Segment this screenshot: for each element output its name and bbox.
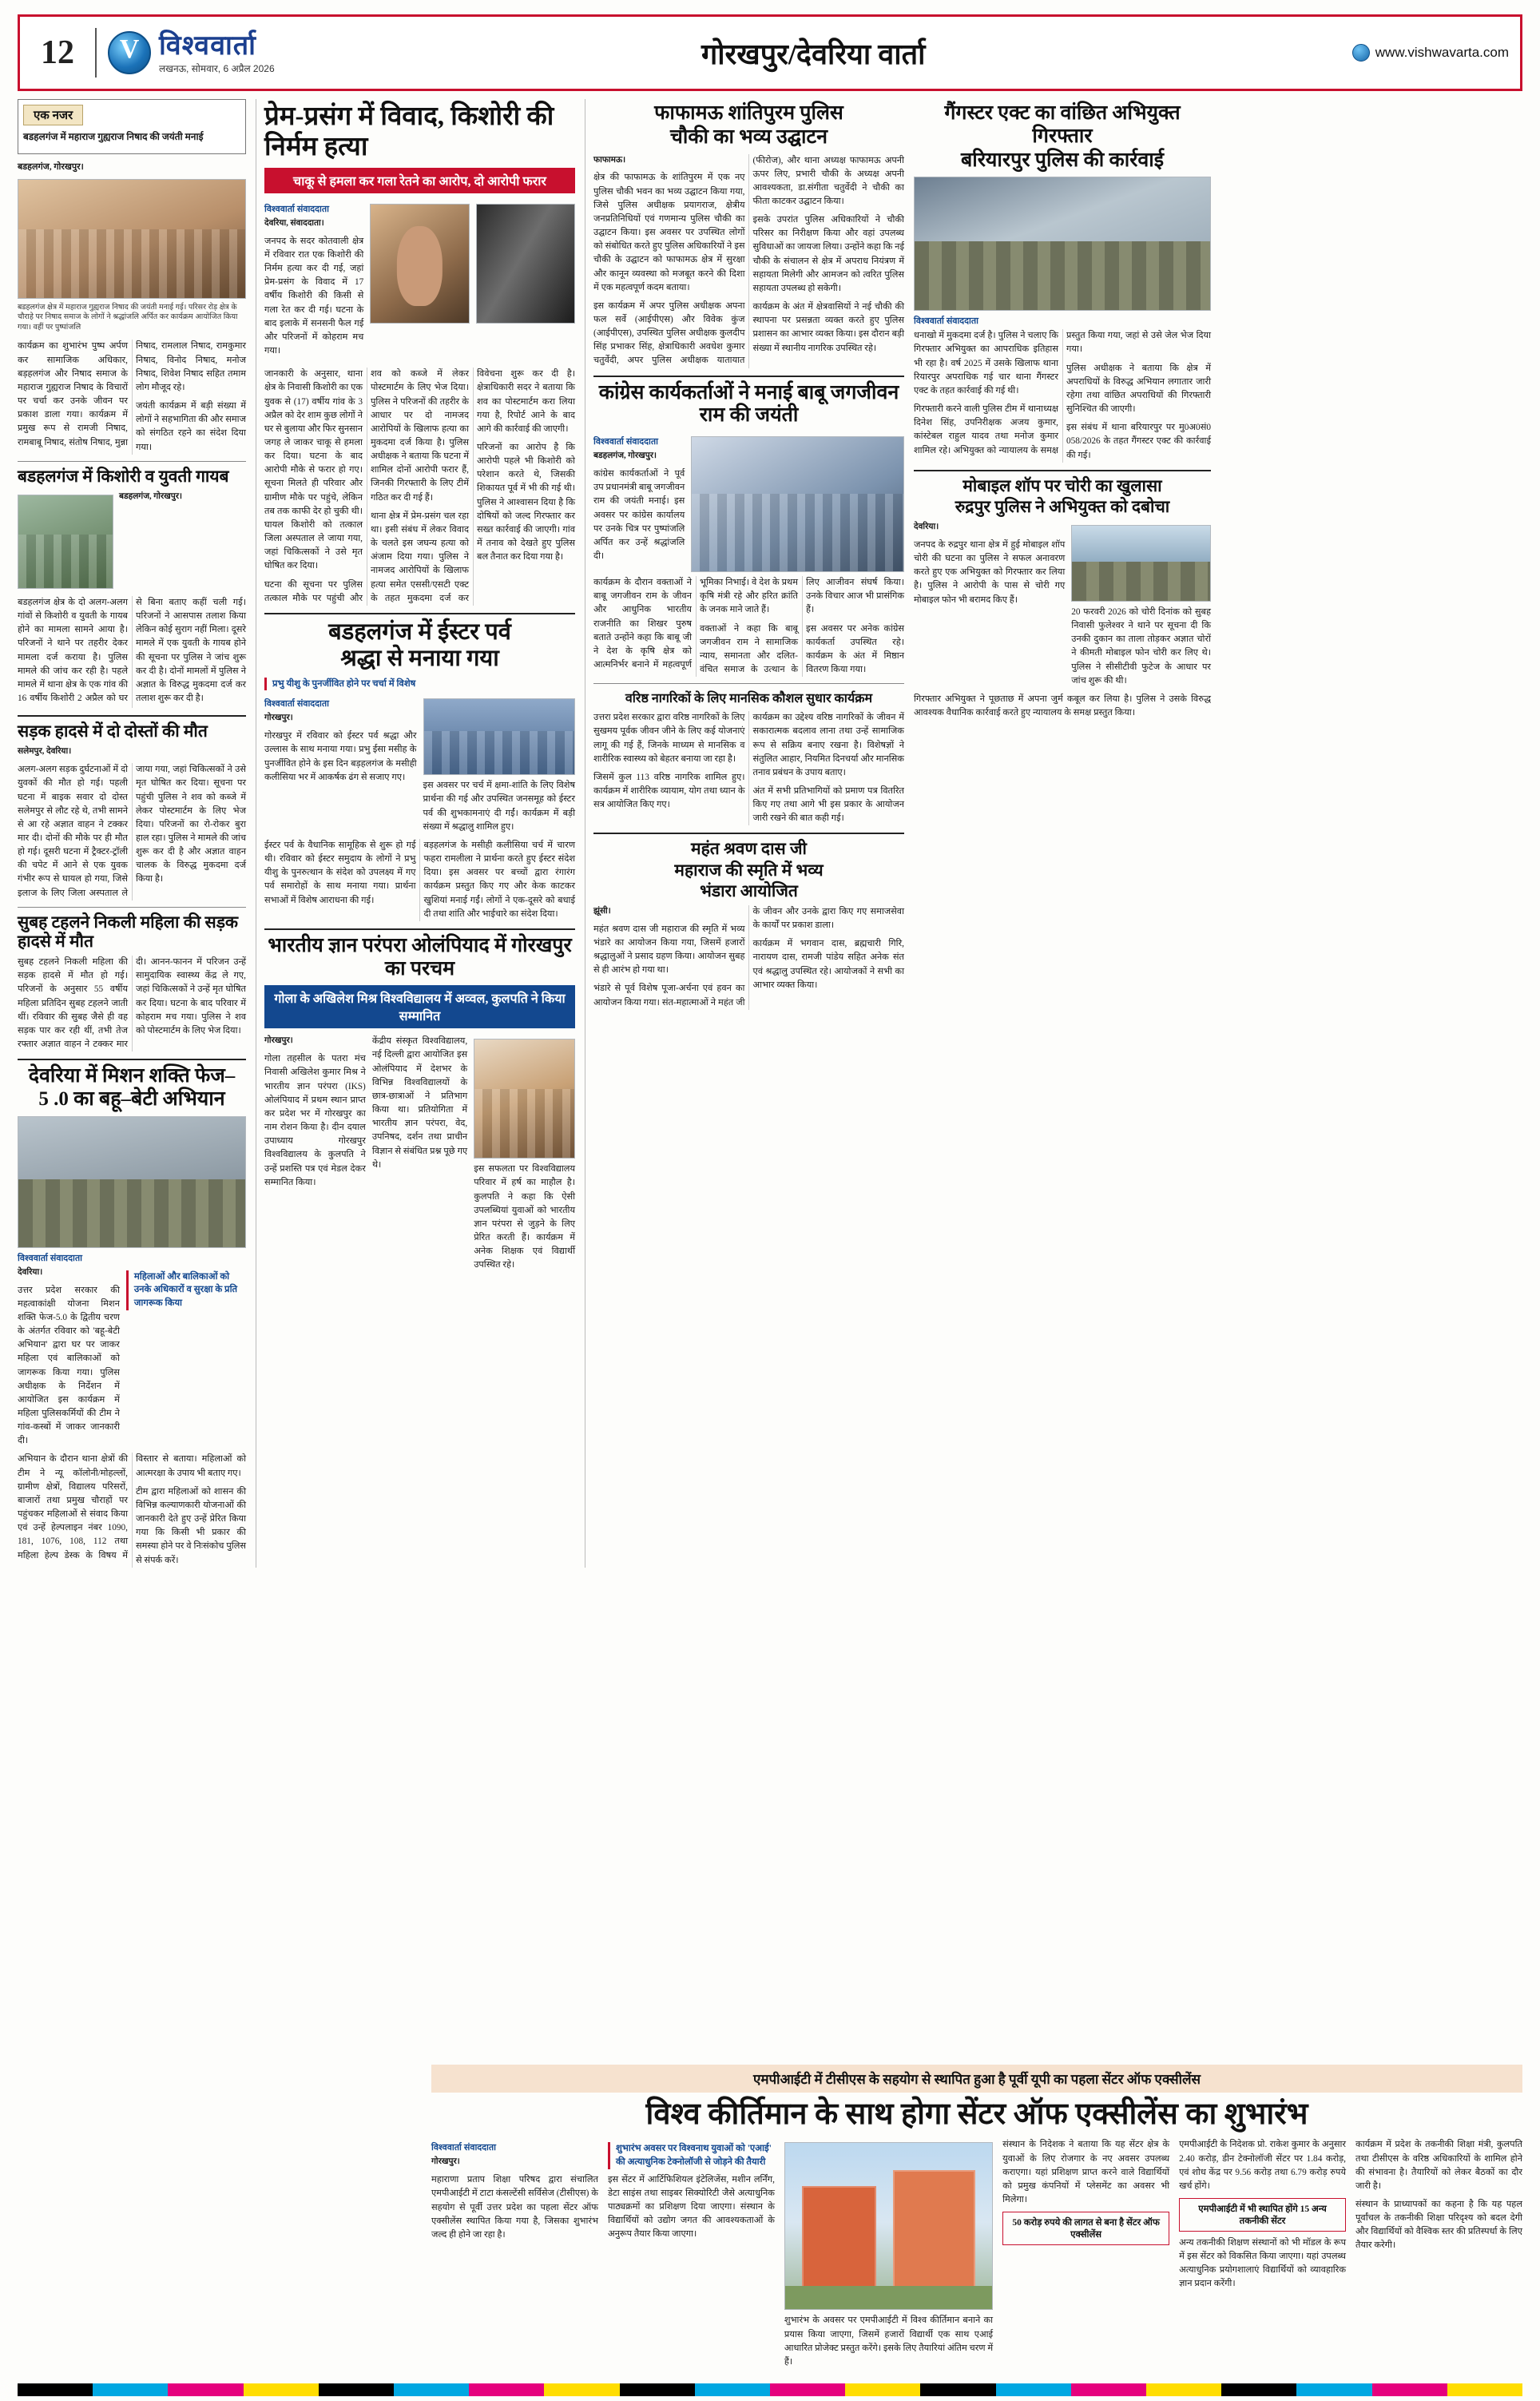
paragraph: टीम द्वारा महिलाओं को शासन की विभिन्न कल्याणकारी योजनाओं की जानकारी देते हुए उन्हें प्रेरित किया गया कि किसी भी प्रकार की समस्या होने पर वे निःसंकोच पुलिस से संपर्क करें।	[136, 1486, 246, 1565]
subheadline: गोला के अखिलेश मिश्र विश्वविद्यालय में अव्वल, कुलपति ने किया सम्मानित	[264, 985, 575, 1028]
paragraph: इस सफलता पर विश्वविद्यालय परिवार में हर्ष का माहौल है। कुलपति ने कहा कि ऐसी उपलब्धियां युवाओं को भारतीय ज्ञान परंपरा से जुड़ने के लिए प्रेरित करती हैं। कार्यक्रम में अनेक शिक्षक एवं विद्यार्थी उपस्थित रहे।	[474, 1164, 576, 1270]
column-2	[256, 99, 575, 1568]
dateline: गोरखपुर।	[431, 2157, 460, 2167]
paragraph: गोला तहसील के पतरा मंच निवासी अखिलेश कुमार मिश्र ने भारतीय ज्ञान परंपरा (IKS) ओलंपियाद में प्रथम स्थान प्राप्त कर प्रदेश भर में गोरखपुर का नाम रोशन किया है। दीन दयाल उपाध्याय गोरखपुर विश्वविद्यालय के कुलपति ने उन्हें प्रशस्ति पत्र एवं मेडल देकर सम्मानित किया।	[264, 1054, 366, 1187]
article-mahila-maut	[18, 912, 246, 1051]
headline: कांग्रेस कार्यकर्ताओं ने मनाई बाबू जगजीवन राम की जयंती	[598, 381, 899, 427]
article-photo	[423, 698, 576, 775]
paragraph: संस्थान के निदेशक ने बताया कि यह सेंटर क्षेत्र के युवाओं के लिए रोजगार के नए अवसर उपलब्ध कराएगा। यहां प्रशिक्षण प्राप्त करने वाले विद्यार्थियों को प्रमुख कंपनियों में प्लेसमेंट का अवसर भी मिलेगा।	[1002, 2140, 1170, 2204]
paragraph: कार्यक्रम के अंत में क्षेत्रवासियों ने नई चौकी की स्थापना पर प्रसन्नता व्यक्त करते हुए पुलिस प्रशासन का आभार व्यक्त किया। इस दौरान बड़ी संख्या में स्थानीय नागरिक उपस्थित रहे।	[752, 302, 904, 353]
paragraph: इसके उपरांत पुलिस अधिकारियों ने चौकी परिसर का निरीक्षण किया और वहां उपलब्ध सुविधाओं का जायजा लिया। उन्होंने कहा कि नई चौकी के संचालन से क्षेत्र में अपराध नियंत्रण में सहायता मिलेगी और आमजन को त्वरित पुलिस सहायता उपलब्ध हो सकेगी।	[752, 215, 904, 293]
headline-line-1: बडहलगंज में ईस्टर पर्व	[328, 618, 511, 645]
headline-line-2: 5 .0 का बहू–बेटी अभियान	[38, 1087, 225, 1110]
paragraph: गिरफ्तारी करने वाली पुलिस टीम में थानाध्यक्ष दिनेश सिंह, उपनिरीक्षक अजय कुमार, कांस्टेबल राहुल यादव तथा मनोज कुमार शामिल रहे। अभियुक्त को न्यायालय के समक्ष प्रस्तुत किया गया, जहां से उसे जेल भेज दिया गया।	[914, 331, 1211, 455]
dateline: गोरखपुर।	[264, 714, 293, 723]
headline-line-2: महाराज की स्मृति में भव्य	[674, 860, 824, 880]
paragraph: कार्यक्रम के दौरान वक्ताओं ने बाबू जगजीवन राम के जीवन और आधुनिक भारतीय राजनीति का शिखर पुरुष बताते उन्होंने कहा कि बाबू जी ने देश के कृषि क्षेत्र को आत्मनिर्भर बनाने में महत्वपूर्ण भूमिका निभाई। वे देश के प्रथम कृषि मंत्री रहे और हरित क्रांति के जनक माने जाते हैं।	[593, 578, 798, 670]
headline-line-1: देवरिया में मिशन शक्ति फेज–	[28, 1065, 236, 1087]
dateline: फाफामऊ।	[593, 155, 626, 165]
paragraph: गिरफ्तार अभियुक्त ने पूछताछ में अपना जुर्म कबूल कर लिया है। पुलिस ने उसके विरुद्ध आवश्यक वैधानिक कार्रवाई करते हुए न्यायालय के समक्ष प्रस्तुत किया।	[914, 694, 1211, 718]
headline-line-1: गैंगस्टर एक्ट का वांछित अभियुक्त गिरफ्तार	[944, 102, 1181, 147]
article-mission-shakti	[18, 1065, 246, 1568]
headline: प्रेम-प्रसंग में विवाद, किशोरी की निर्मम हत्या	[264, 102, 554, 161]
paragraph: उत्तरा प्रदेश सरकार द्वारा वरिष्ठ नागरिकों के लिए सुखमय पूर्वक जीवन जीने के लिए कई योजनाएं लागू की गई हैं, जिनके माध्यम से मानसिक व शारीरिक स्वास्थ्य को बेहतर बनाया जा रहा है।	[593, 713, 745, 764]
headline-line-2: श्रद्धा से मनाया गया	[340, 646, 499, 672]
article-guhyaraj-jayanti	[18, 161, 246, 455]
article-photo	[1071, 525, 1211, 602]
paragraph: शुभारंभ के अवसर पर एमपीआईटी में विश्व कीर्तिमान बनाने का प्रयास किया जाएगा, जिसमें हजारों विद्यार्थी एक साथ एआई आधारित प्रोजेक्ट प्रस्तुत करेंगे। इसके लिए तैयारियां अंतिम चरण में हैं।	[784, 2316, 994, 2367]
paragraph: अन्य तकनीकी शिक्षण संस्थानों को भी मॉडल के रूप में इस सेंटर को विकसित किया जाएगा। यहां उपलब्ध अत्याधुनिक प्रयोगशालाएं विद्यार्थियों को व्यावहारिक ज्ञान प्रदान करेंगी।	[1179, 2238, 1347, 2289]
paragraph: अभियान के दौरान थाना क्षेत्रों की टीम ने न्यू कॉलोनी/मोहल्लों, ग्रामीण क्षेत्रों, विद्यालय परिसरों, बाजारों तथा प्रमुख चौराहों पर पहुंचकर महिलाओं से संवाद किया एवं उन्हें हेल्पलाइन नंबर 1090, 181, 1076, 108, 112 तथा महिला हेल्प डेस्क के विषय में विस्तार से बताया। महिलाओं को आत्मरक्षा के उपाय भी बताए गए।	[18, 1454, 246, 1560]
paragraph: इस अवसर पर चर्च में क्षमा-शांति के लिए विशेष प्रार्थना की गई और उपस्थित जनसमूह को ईस्टर पर्व की शुभकामनाएं दी गईं। कार्यक्रम में बड़ी संख्या में श्रद्धालु शामिल हुए।	[423, 781, 575, 832]
paragraph: कांग्रेस कार्यकर्ताओं ने पूर्व उप प्रधानमंत्री बाबू जगजीवन राम की जयंती मनाई। इस अवसर पर कांग्रेस कार्यालय पर उनके चित्र पर पुष्पांजलि अर्पित कर उन्हें श्रद्धांजलि दी।	[593, 469, 685, 562]
pull-quote: शुभारंभ अवसर पर विश्वनाथ युवाओं को 'एआई' की अत्याधुनिक टेक्नोलॉजी से जोड़ने की तैयारी	[608, 2142, 775, 2168]
article-photo	[18, 1116, 246, 1248]
article-senior-citizen-program	[593, 689, 904, 825]
ek-nazar-tag: एक नजर	[23, 105, 83, 125]
paragraph: गोरखपुर में रविवार को ईस्टर पर्व श्रद्धा और उल्लास के साथ मनाया गया। प्रभु ईसा मसीह के पुनर्जीवित होने के इस दिन बड़हलगंज के मसीही कलीसिया भर में आकर्षक ढंग से सजाए गए।	[264, 731, 417, 782]
registration-color-bar	[18, 2383, 1522, 2396]
article-gyan-parampara	[264, 935, 575, 1278]
dateline: झूंसी।	[593, 906, 611, 916]
headline: सड़क हादसे में दो दोस्तों की मौत	[18, 721, 208, 741]
award-photo	[474, 1039, 575, 1159]
subheadline: चाकू से हमला कर गला रेतने का आरोप, दो आरोपी फरार	[264, 168, 575, 193]
byline: विश्ववार्ता संवाददाता	[431, 2143, 496, 2153]
byline: विश्ववार्ता संवाददाता	[264, 204, 329, 214]
paragraph: 20 फरवरी 2026 को चोरी दिनांक को सुबह निवासी फुलेश्वर ने थाने पर सूचना दी कि उनकी दुकान का ताला तोड़कर अज्ञात चोरों ने कीमती मोबाइल फोन चोरी कर लिए थे। पुलिस ने सीसीटीवी फुटेज के आधार पर जांच शुरू की थी।	[1071, 606, 1211, 686]
pull-quote: महिलाओं और बालिकाओं को उनके अधिकारों व सुरक्षा के प्रति जागरूक किया	[126, 1270, 246, 1310]
dateline: देवरिया।	[18, 1267, 43, 1277]
paragraph: कार्यक्रम का शुभारंभ पुष्प अर्पण कर सामाजिक अधिकार, बड़हलगंज और निषाद समाज के महाराज गुह्यराज निषाद के विचारों पर चर्चा कर उनके जीवन पर प्रकाश डाला गया। कार्यक्रम में प्रमुख रूप से रामजी निषाद, रामबाबू निषाद, संतोष निषाद, मुन्ना निषाद, रामलाल निषाद, रामकुमार निषाद, विनोद निषाद, मनोज निषाद, शिवेश निषाद सहित तमाम लोग मौजूद रहे।	[18, 341, 246, 447]
headline: सुबह टहलने निकली महिला की सड़क हादसे में मौत	[18, 912, 239, 951]
article-photo	[691, 436, 904, 572]
dateline: बडहलगंज, गोरखपुर।	[593, 451, 657, 461]
dateline: सलेमपुर, देवरिया।	[18, 747, 72, 757]
headline-line-2: रुद्रपुर पुलिस ने अभियुक्त को दबोचा	[955, 496, 1170, 516]
ek-nazar-text: बडहलगंज में महाराज गुह्यराज निषाद की जयंती मनाई	[23, 131, 204, 142]
headline-line-3: भंडारा आयोजित	[700, 880, 798, 900]
masthead	[18, 14, 1522, 91]
paragraph: अलग-अलग सड़क दुर्घटनाओं में दो युवकों की मौत हो गई। पहली घटना में बाइक सवार दो दोस्त सलेमपुर से लौट रहे थे, तभी सामने से आ रहे अज्ञात वाहन ने टक्कर मार दी। दोनों की मौके पर ही मौत हो गई। दूसरी घटना में ट्रैक्टर-ट्रॉली की चपेट में आने से एक युवक गंभीर रूप से घायल हो गया, जिसे इलाज के लिए जिला अस्पताल ले जाया गया, जहां चिकित्सकों ने उसे मृत घोषित कर दिया। सूचना पर पहुंची पुलिस ने शव को कब्जे में लेकर पोस्टमार्टम के लिए भेज दिया। परिजनों का रो-रोकर बुरा हाल रहा। पुलिस ने मामले की जांच शुरू कर दी है और अज्ञात वाहन चालक के विरुद्ध मुकदमा दर्ज किया है।	[18, 765, 246, 898]
byline: विश्ववार्ता संवाददाता	[593, 437, 658, 447]
headline-line-1: फाफामऊ शांतिपुरम पुलिस	[654, 102, 843, 124]
globe-icon	[1352, 44, 1370, 62]
paragraph: घटना की सूचना पर पुलिस तत्काल मौके पर पहुंची और शव को कब्जे में लेकर पोस्टमार्टम के लिए भेज दिया। पुलिस ने परिजनों की तहरीर के आधार पर दो नामजद आरोपियों के खिलाफ हत्या का मुकदमा दर्ज किया है। पुलिस अधीक्षक ने बताया कि घटना में शामिल दोनों आरोपी फरार हैं, जिनकी गिरफ्तारी के लिए टीमें गठित कर दी गई हैं।	[264, 369, 469, 603]
brand-title: विश्ववार्ता	[159, 30, 256, 61]
feature-box-1: 50 करोड़ रुपये की लागत से बना है सेंटर ऑफ एक्सीलेंस	[1002, 2212, 1169, 2245]
website-link[interactable]	[1352, 44, 1509, 62]
brand-logo	[108, 31, 275, 74]
paragraph: इस कार्यक्रम में अपर पुलिस अधीक्षक अपना फल सर्वे (आईपीएस) और विवेक कुंज (आईपीएस), उपस्थित पुलिस अधीक्षक कुलदीप सिंह प्रभाकर सिंह, क्षेत्राधिकारी अवधेश कुमार चतुर्वेदी, अपर पुलिस अधीक्षक यातायात (फीरोज), और थाना अध्यक्ष फाफामऊ अपनी ऊपर लिए, प्रभारी चौकी के अध्यक्ष अपनी आवश्यकता, डा.संगीता चतुर्वेदी ने चौकी का फीता काटकर उद्घाटन किया।	[593, 155, 904, 366]
headline-line-1: महंत श्रवण दास जी	[691, 839, 807, 859]
article-gangster-act	[914, 102, 1211, 463]
paragraph: धनाखो में मुकदमा दर्ज है। पुलिस ने चलाए कि गिरफ्तार अभियुक्त का आपराधिक इतिहास भी रहा है। वर्ष 2025 में उसके खिलाफ थाना रियारपुर अपराधिक गई चार थाना गैंगस्टर एक्ट के तहत कार्रवाई की गई थी।	[914, 331, 1058, 396]
paragraph: जनपद के रुद्रपुर थाना क्षेत्र में हुई मोबाइल शॉप चोरी की घटना का पुलिस ने सफल अनावरण करते हुए एक अभियुक्त को गिरफ्तार कर लिया है। पुलिस ने आरोपी के पास से चोरी गए मोबाइल फोन भी बरामद किए हैं।	[914, 539, 1066, 605]
page-number: 12	[41, 34, 74, 71]
page-content	[18, 99, 1522, 1568]
article-police-chowki	[593, 102, 904, 368]
paragraph: भंडारे से पूर्व विशेष पूजा-अर्चना एवं हवन का आयोजन किया गया। संत-महात्माओं ने महंत जी के जीवन और उनके द्वारा किए गए समाजसेवा के कार्यों पर प्रकाश डाला।	[593, 906, 904, 1008]
headline: भारतीय ज्ञान परंपरा ओलंपियाद में गोरखपुर का परचम	[268, 934, 572, 980]
article-prem-prasang-hatya	[264, 102, 575, 606]
article-photo	[18, 179, 246, 299]
feature-title: विश्व कीर्तिमान के साथ होगा सेंटर ऑफ एक्सीलेंस का शुभारंभ	[645, 2097, 1308, 2131]
paragraph: जनपद के सदर कोतवाली क्षेत्र में रविवार रात एक किशोरी की निर्मम हत्या कर दी गई, जहां प्रेम-प्रसंग के विवाद में 17 वर्षीय किशोरी की किसी से गला रेत कर दी गई। घटना के बाद इलाके में सनसनी फैल गई और परिजनों में कोहराम मच गया।	[264, 236, 364, 356]
dateline: देवरिया, संवाददाता।	[264, 218, 324, 228]
paragraph: इस अवसर पर अनेक कांग्रेस कार्यकर्ता उपस्थित रहे। कार्यक्रम के अंत में मिष्ठान वितरण किया गया।	[806, 623, 904, 675]
feature-box-2: एमपीआईटी में भी स्थापित होंगे 15 अन्य तकनीकी सेंटर	[1179, 2198, 1346, 2232]
paragraph: ईस्टर पर्व के वैधानिक सामूहिक से शुरू हो गई थी। रविवार को ईस्टर समुदाय के लोगों ने प्रभु यीशु के पुनरुत्थान के संदेश को उपलक्ष्य में गए पर्व समारोहों के साथ मनाया गया। प्रार्थना सभाओं में विशेष आराधना की गई।	[264, 840, 416, 905]
website-url: www.vishwavarta.com	[1375, 45, 1509, 60]
byline: विश्ववार्ता संवाददाता	[914, 316, 978, 327]
byline: विश्ववार्ता संवाददाता	[18, 1253, 82, 1263]
article-kishori-gayab	[18, 467, 246, 708]
paragraph: परिजनों का आरोप है कि आरोपी पहले भी किशोरी को परेशान करते थे, जिसकी शिकायत पूर्व में भी की गई थी। पुलिस ने आश्वासन दिया है कि दोषियों को जल्द गिरफ्तार कर सख्त कार्रवाई की जाएगी। गांव में तनाव को देखते हुए पुलिस बल तैनात कर दिया गया है।	[477, 443, 575, 562]
paragraph: सुबह टहलने निकली महिला की सड़क हादसे में मौत हो गई। परिजनों के अनुसार 55 वर्षीय महिला प्रतिदिन सुबह टहलने जाती थीं। रविवार की सुबह जैसे ही वह सड़क पार कर रही थीं, तभी तेज रफ्तार अज्ञात वाहन ने टक्कर मार दी। आनन-फानन में परिजन उन्हें सामुदायिक स्वास्थ्य केंद्र ले गए, जहां चिकित्सकों ने उन्हें मृत घोषित कर दिया। घटना के बाद परिवार में कोहराम मच गया। पुलिस ने शव को पोस्टमार्टम के लिए भेज दिया।	[18, 957, 246, 1049]
headline-line-2: चौकी का भव्य उद्घाटन	[669, 125, 828, 148]
building-photo	[784, 2142, 993, 2310]
dateline: बडहलगंज, गोरखपुर।	[119, 491, 183, 501]
byline: विश्ववार्ता संवाददाता	[264, 699, 329, 710]
edition-title: गोरखपुर/देवरिया वार्ता	[701, 38, 926, 70]
brand-subtitle: लखनऊ, सोमवार, 6 अप्रैल 2026	[159, 62, 275, 74]
paragraph: बडहलगंज क्षेत्र के दो अलग-अलग गांवों से किशोरी व युवती के गायब होने का मामला सामने आया है। परिजनों ने थाने पर तहरीर देकर मामला दर्ज कराया है। पुलिस मामले की जांच कर रही है। पहले मामले में थाना क्षेत्र के एक गांव की 16 वर्षीय किशोरी 2 अप्रैल को घर से बिना बताए कहीं चली गई। परिजनों ने आसपास तलाश किया लेकिन कोई सुराग नहीं मिला। दूसरे मामले में एक युवती के गायब होने की सूचना पर पुलिस ने जांच शुरू कर दी है। दोनों मामलों में पुलिस ने अज्ञात के विरुद्ध मुकदमा दर्ज कर तलाश शुरू कर दी है।	[18, 597, 246, 703]
article-bhandara	[593, 839, 904, 1009]
feature-article	[431, 2065, 1522, 2374]
paragraph: महंत श्रवण दास जी महाराज की स्मृति में भव्य भंडारे का आयोजन किया गया, जिसमें हजारों श्रद्धालुओं ने प्रसाद ग्रहण किया। आयोजन सुबह से ही आरंभ हो गया था।	[593, 924, 745, 976]
paragraph: कार्यक्रम में प्रदेश के तकनीकी शिक्षा मंत्री, कुलपति तथा टीसीएस के वरिष्ठ अधिकारियों के शामिल होने की संभावना है। तैयारियों को लेकर बैठकों का दौर जारी है।	[1355, 2140, 1522, 2191]
paragraph: पुलिस अधीक्षक ने बताया कि क्षेत्र में अपराधियों के विरुद्ध अभियान लगातार जारी रहेगा तथा वांछित अपराधियों की गिरफ्तारी सुनिश्चित की जाएगी।	[1066, 363, 1211, 415]
column-3	[585, 99, 904, 1568]
paragraph: कार्यक्रम में भगवान दास, ब्रह्मचारी गिरि, नारायण दास, रामजी पांडेय सहित अनेक संत एवं श्रद्धालु उपस्थित रहे। आयोजकों ने सभी का आभार व्यक्त किया।	[752, 939, 904, 990]
paragraph: कार्यक्रम का उद्देश्य वरिष्ठ नागरिकों के जीवन में सकारात्मक बदलाव लाना तथा उन्हें सामाजिक रूप से सक्रिय बनाए रखना है। विशेषज्ञों ने संतुलित आहार, नियमित दिनचर्या और मानसिक तनाव प्रबंधन के उपाय बताए।	[752, 713, 904, 777]
paragraph: बड़हलगंज के मसीही कलीसिया चर्च में चारण फहरा रामलीला ने प्रार्थना करते हुए ईस्टर संदेश दिया। इस अवसर पर बच्चों द्वारा रंगारंग कार्यक्रम प्रस्तुत किए गए और केक काटकर खुशियां मनाई गईं। लोगों ने एक-दूसरे को बधाई दी तथा शांति और भाईचारे का संदेश दिया।	[423, 840, 575, 919]
column-4	[914, 99, 1211, 1568]
victim-photo	[370, 204, 469, 324]
paragraph: जानकारी के अनुसार, थाना क्षेत्र के निवासी किशोरी का एक युवक से (17) वर्षीय गांव के 3 अप्रैल को देर शाम कुछ लोगों ने घर से बुलाया और फिर सुनसान जगह ले जाकर चाकू से हमला कर दिया। घटना के बाद आरोपी मौके से फरार हो गए। सूचना मिलते ही परिवार और ग्रामीण मौके पर पहुंचे, लेकिन तब तक काफी देर हो चुकी थी। घायल किशोरी को तत्काल जिला अस्पताल ले जाया गया, जहां चिकित्सकों ने उसे मृत घोषित कर दिया।	[264, 369, 363, 571]
headline-line-2: बरियारपुर पुलिस की कार्रवाई	[960, 149, 1165, 171]
photo-caption: बडहलगंज क्षेत्र में महाराज गुह्यराज निषाद की जयंती मनाई गई। परिसर रोड़ क्षेत्र के चौराहे पर निषाद समाज के लोगों ने श्रद्धांजलि अर्पित कर कार्यक्रम आयोजित किया गया। वहीं पर पुष्पांजलि	[18, 302, 238, 332]
knife-photo	[476, 204, 575, 324]
article-photo	[18, 495, 113, 589]
arrest-photo	[914, 177, 1211, 311]
paragraph: थाना क्षेत्र में प्रेम-प्रसंग चल रहा था। इसी संबंध में लेकर विवाद के चलते इस जघन्य हत्या को अंजाम दिया गया। पुलिस ने नामजद आरोपियों के खिलाफ हत्या समेत एससी/एसटी एक्ट के तहत मुकदमा दर्ज कर विवेचना शुरू कर दी है। क्षेत्राधिकारी सदर ने बताया कि शव का पोस्टमार्टम करा लिया गया है, रिपोर्ट आने के बाद आगे की कार्रवाई की जाएगी।	[371, 369, 575, 603]
headline-line-1: मोबाइल शॉप पर चोरी का खुलासा	[963, 475, 1162, 495]
article-jagjivan-ram-jayanti	[593, 382, 904, 678]
paragraph: इस संबंध में थाना बरियारपुर पर मु0अ0सं0 058/2026 के तहत गैंगस्टर एक्ट की कार्रवाई की गई।	[1066, 423, 1211, 460]
paragraph: इस सेंटर में आर्टिफिशियल इंटेलिजेंस, मशीन लर्निंग, डेटा साइंस तथा साइबर सिक्योरिटी जैसे अत्याधुनिक पाठ्यक्रमों का प्रशिक्षण दिया जाएगा। संस्थान के विद्यार्थियों को उद्योग जगत की आवश्यकताओं के अनुरूप तैयार किया जाएगा।	[607, 2174, 775, 2240]
paragraph: एमपीआईटी के निदेशक प्रो. राकेश कुमार के अनुसार 2.40 करोड़, डीन टेक्नोलॉजी सेंटर पर 1.84 करोड़, एवं शोध केंद्र पर 9.56 करोड़ तथा 6.79 करोड़ रुपये खर्च होंगे।	[1179, 2140, 1347, 2191]
masthead-divider	[95, 28, 97, 78]
paragraph: उत्तर प्रदेश सरकार की महत्वाकांक्षी योजना मिशन शक्ति फेज-5.0 के द्वितीय चरण के अंतर्गत रविवार को 'बहू-बेटी अभियान' द्वारा घर पर जाकर महिला एवं बालिकाओं को जागरूक किया गया। पुलिस अधीक्षक के निर्देशन में आयोजित इस कार्यक्रम में महिला पुलिसकर्मियों की टीम ने गांव-कस्बों में जाकर जानकारी दी।	[18, 1285, 120, 1446]
paragraph: अंत में सभी प्रतिभागियों को प्रमाण पत्र वितरित किए गए तथा आगे भी इस प्रकार के आयोजन जारी रखने की बात कही गई।	[752, 786, 904, 824]
paragraph: महाराणा प्रताप शिक्षा परिषद द्वारा संचालित एमपीआईटी में टाटा कंसल्टेंसी सर्विसेज (टीसीएस) के सहयोग से पूर्वी उत्तर प्रदेश का पहला सेंटर ऑफ एक्सीलेंस स्थापित किया गया है, जिसका शुभारंभ जल्द ही होने जा रहा है।	[431, 2175, 598, 2240]
dateline: बडहलगंज, गोरखपुर।	[18, 162, 84, 173]
paragraph: संस्थान के प्राध्यापकों का कहना है कि यह पहल पूर्वांचल के तकनीकी शिक्षा परिदृश्य को बदल देगी और विद्यार्थियों को वैश्विक स्तर की प्रतिस्पर्धा के लिए तैयार करेगी।	[1355, 2200, 1522, 2251]
paragraph: जयंती कार्यक्रम में बड़ी संख्या में लोगों ने सहभागिता की और समाज को संगठित रहने का संदेश दिया गया।	[136, 401, 246, 452]
pull-quote: प्रभु यीशु के पुनर्जीवित होने पर चर्चा में विशेष	[264, 678, 435, 691]
feature-kicker: एमपीआईटी में टीसीएस के सहयोग से स्थापित हुआ है पूर्वी यूपी का पहला सेंटर ऑफ एक्सीलेंस	[431, 2065, 1522, 2093]
dateline: देवरिया।	[914, 522, 939, 531]
kicker: वरिष्ठ नागरिकों के लिए मानसिक कौशल सुधार कार्यक्रम	[625, 692, 873, 706]
headline: बडहलगंज में किशोरी व युवती गायब	[18, 466, 229, 486]
paragraph: केंद्रीय संस्कृत विश्वविद्यालय, नई दिल्ली द्वारा आयोजित इस ओलंपियाद में देशभर के विभिन्न विश्वविद्यालयों के छात्र-छात्राओं ने प्रतिभाग किया था। प्रतियोगिता में भारतीय ज्ञान परंपरा, वेद, उपनिषद, दर्शन तथा प्राचीन विज्ञान से संबंधित प्रश्न पूछे गए थे।	[371, 1036, 468, 1170]
paragraph: क्षेत्र की फाफामऊ के शांतिपुरम में एक नए पुलिस चौकी भवन का भव्य उद्घाटन किया गया, जिसे पुलिस अधीक्षक प्रयागराज, क्षेत्रीय जनप्रतिनिधियों एवं गणमान्य पुलिस चौकी का उद्घाटन किया। इस अवसर पर उपस्थित लोगों को संबोधित करते हुए पुलिस अधिकारियों ने इस चौकी के उद्घाटन को फाफामऊ क्षेत्र में सुरक्षा और कानून व्यवस्था को मजबूत करने की दिशा में एक महत्वपूर्ण कदम बताया।	[593, 173, 745, 292]
column-1	[18, 99, 246, 1568]
paragraph: जिसमें कुल 113 वरिष्ठ नागरिक शामिल हुए। कार्यक्रम में शारीरिक व्यायाम, योग तथा ध्यान के सत्र आयोजित किए गए।	[593, 772, 745, 810]
paragraph: वक्ताओं ने कहा कि बाबू जगजीवन राम ने सामाजिक न्याय, समानता और दलित-वंचित समाज के उत्थान के लिए आजीवन संघर्ष किया। उनके विचार आज भी प्रासंगिक हैं।	[700, 578, 904, 675]
globe-logo-icon	[108, 31, 151, 74]
article-sadak-hadsa	[18, 721, 246, 900]
ek-nazar-box	[18, 99, 246, 154]
dateline: गोरखपुर।	[264, 1036, 293, 1046]
article-mobile-shop-chori	[914, 476, 1211, 721]
article-easter	[264, 619, 575, 921]
